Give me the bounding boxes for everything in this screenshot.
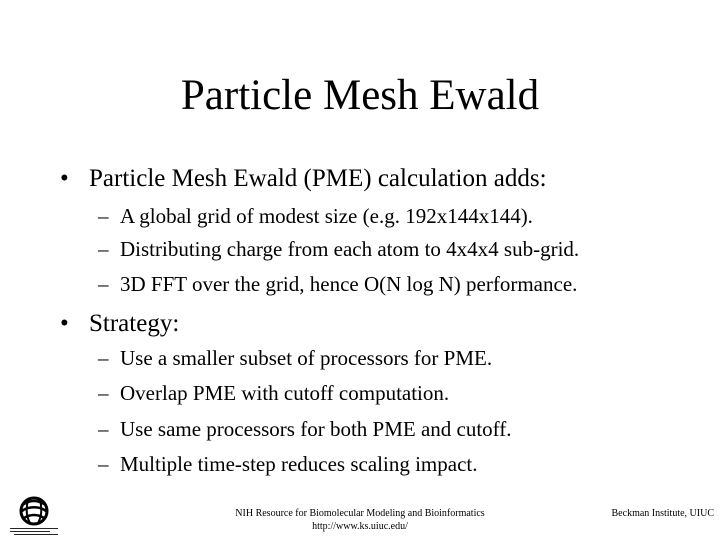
dash-symbol: – [98, 272, 109, 296]
subitem-text: A global grid of modest size (e.g. 192x144x144). [120, 204, 533, 228]
subitem-text: Multiple time-step reduces scaling impact. [120, 452, 478, 476]
subitem-text: Overlap PME with cutoff computation. [120, 381, 450, 405]
slide-title: Particle Mesh Ewald [180, 72, 540, 119]
beckman-institute-logo-icon [6, 494, 62, 538]
bullet-symbol: • [60, 310, 69, 337]
bullet-text: Strategy: [89, 310, 180, 337]
footer-url-link[interactable]: http://www.ks.uiuc.edu/ [312, 521, 408, 532]
subitem-text: Distributing charge from each atom to 4x4x4 sub-grid. [120, 237, 580, 261]
bullet-text: Particle Mesh Ewald (PME) calculation adds: [89, 165, 547, 192]
dash-symbol: – [98, 346, 109, 370]
dash-symbol: – [98, 381, 109, 405]
footer-org-text: NIH Resource for Biomolecular Modeling and Bioinformatics [235, 508, 485, 519]
subitem-text: Use a smaller subset of processors for PME. [120, 346, 493, 370]
dash-symbol: – [98, 204, 109, 228]
dash-symbol: – [98, 452, 109, 476]
footer-center [200, 507, 520, 533]
dash-symbol: – [98, 417, 109, 441]
subitem-text: 3D FFT over the grid, hence O(N log N) performance. [120, 272, 578, 296]
footer-institution: Beckman Institute, UIUC [611, 508, 714, 519]
bullet-symbol: • [60, 165, 69, 192]
dash-symbol: – [98, 237, 109, 261]
subitem-text: Use same processors for both PME and cutoff. [120, 417, 512, 441]
